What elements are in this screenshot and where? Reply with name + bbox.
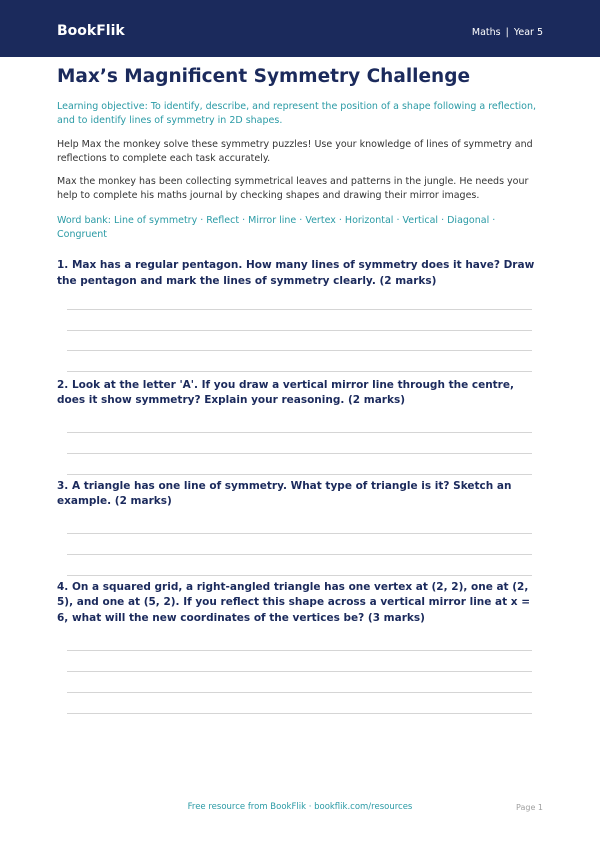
- answer-line[interactable]: [67, 626, 532, 651]
- footer-text[interactable]: Free resource from BookFlik · bookflik.com/resources: [187, 802, 413, 812]
- word-bank: Word bank: Line of symmetry · Reflect · Mirror line · Vertex · Horizontal · Vertical · Diagonal · Congruent: [57, 215, 496, 240]
- answer-line[interactable]: [67, 510, 532, 534]
- answer-line[interactable]: [67, 534, 532, 555]
- year-label: Year 5: [513, 27, 543, 38]
- header-bar: [0, 0, 600, 57]
- answer-line[interactable]: [67, 693, 532, 714]
- question-text: 4. On a squared grid, a right-angled triangle has one vertex at (2, 2), one at (2, 5), and one at (5, 2). If you reflect this shape across a vertical mirror line at x = 6, what will the new coordinates of the vertices be? (3 marks): [57, 580, 531, 624]
- answer-line[interactable]: [67, 351, 532, 372]
- question-text: 1. Max has a regular pentagon. How many lines of symmetry does it have? Draw the pentagon and mark the lines of symmetry clearly. (2 marks): [57, 259, 535, 287]
- answer-line[interactable]: [67, 331, 532, 352]
- answer-line[interactable]: [67, 454, 532, 475]
- question-4: [57, 580, 543, 715]
- answer-lines: [67, 409, 532, 475]
- answer-line[interactable]: [67, 433, 532, 454]
- answer-lines: [67, 626, 532, 714]
- question-3: [57, 479, 543, 576]
- answer-line[interactable]: [67, 555, 532, 576]
- question-text: 3. A triangle has one line of symmetry. What type of triangle is it? Sketch an example. (2 marks): [57, 479, 512, 507]
- answer-line[interactable]: [67, 672, 532, 693]
- worksheet-content: [57, 66, 543, 714]
- learning-objective: Learning objective: To identify, describe, and represent the position of a shape following a reflection, and to identify lines of symmetry in 2D shapes.: [57, 101, 537, 126]
- page-title: Max’s Magnificent Symmetry Challenge: [57, 66, 471, 87]
- answer-line[interactable]: [67, 289, 532, 310]
- brand-logo[interactable]: BookFlik: [57, 23, 125, 39]
- question-1: [57, 258, 543, 372]
- intro-paragraph: Help Max the monkey solve these symmetry puzzles! Use your knowledge of lines of symmetry and reflections to complete each task accurately.: [57, 139, 533, 164]
- answer-lines: [67, 289, 532, 372]
- page-number: Page 1: [516, 803, 543, 812]
- story-paragraph: Max the monkey has been collecting symmetrical leaves and patterns in the jungle. He needs your help to complete his maths journal by checking shapes and drawing their mirror images.: [57, 176, 529, 201]
- meta-separator: |: [505, 27, 509, 38]
- subject-meta: [472, 27, 543, 38]
- answer-lines: [67, 510, 532, 576]
- answer-line[interactable]: [67, 310, 532, 331]
- question-text: 2. Look at the letter 'A'. If you draw a vertical mirror line through the centre, does it show symmetry? Explain your reasoning. (2 marks): [57, 378, 514, 406]
- answer-line[interactable]: [67, 651, 532, 672]
- subject-label: Maths: [471, 27, 501, 38]
- question-2: [57, 378, 543, 475]
- answer-line[interactable]: [67, 409, 532, 433]
